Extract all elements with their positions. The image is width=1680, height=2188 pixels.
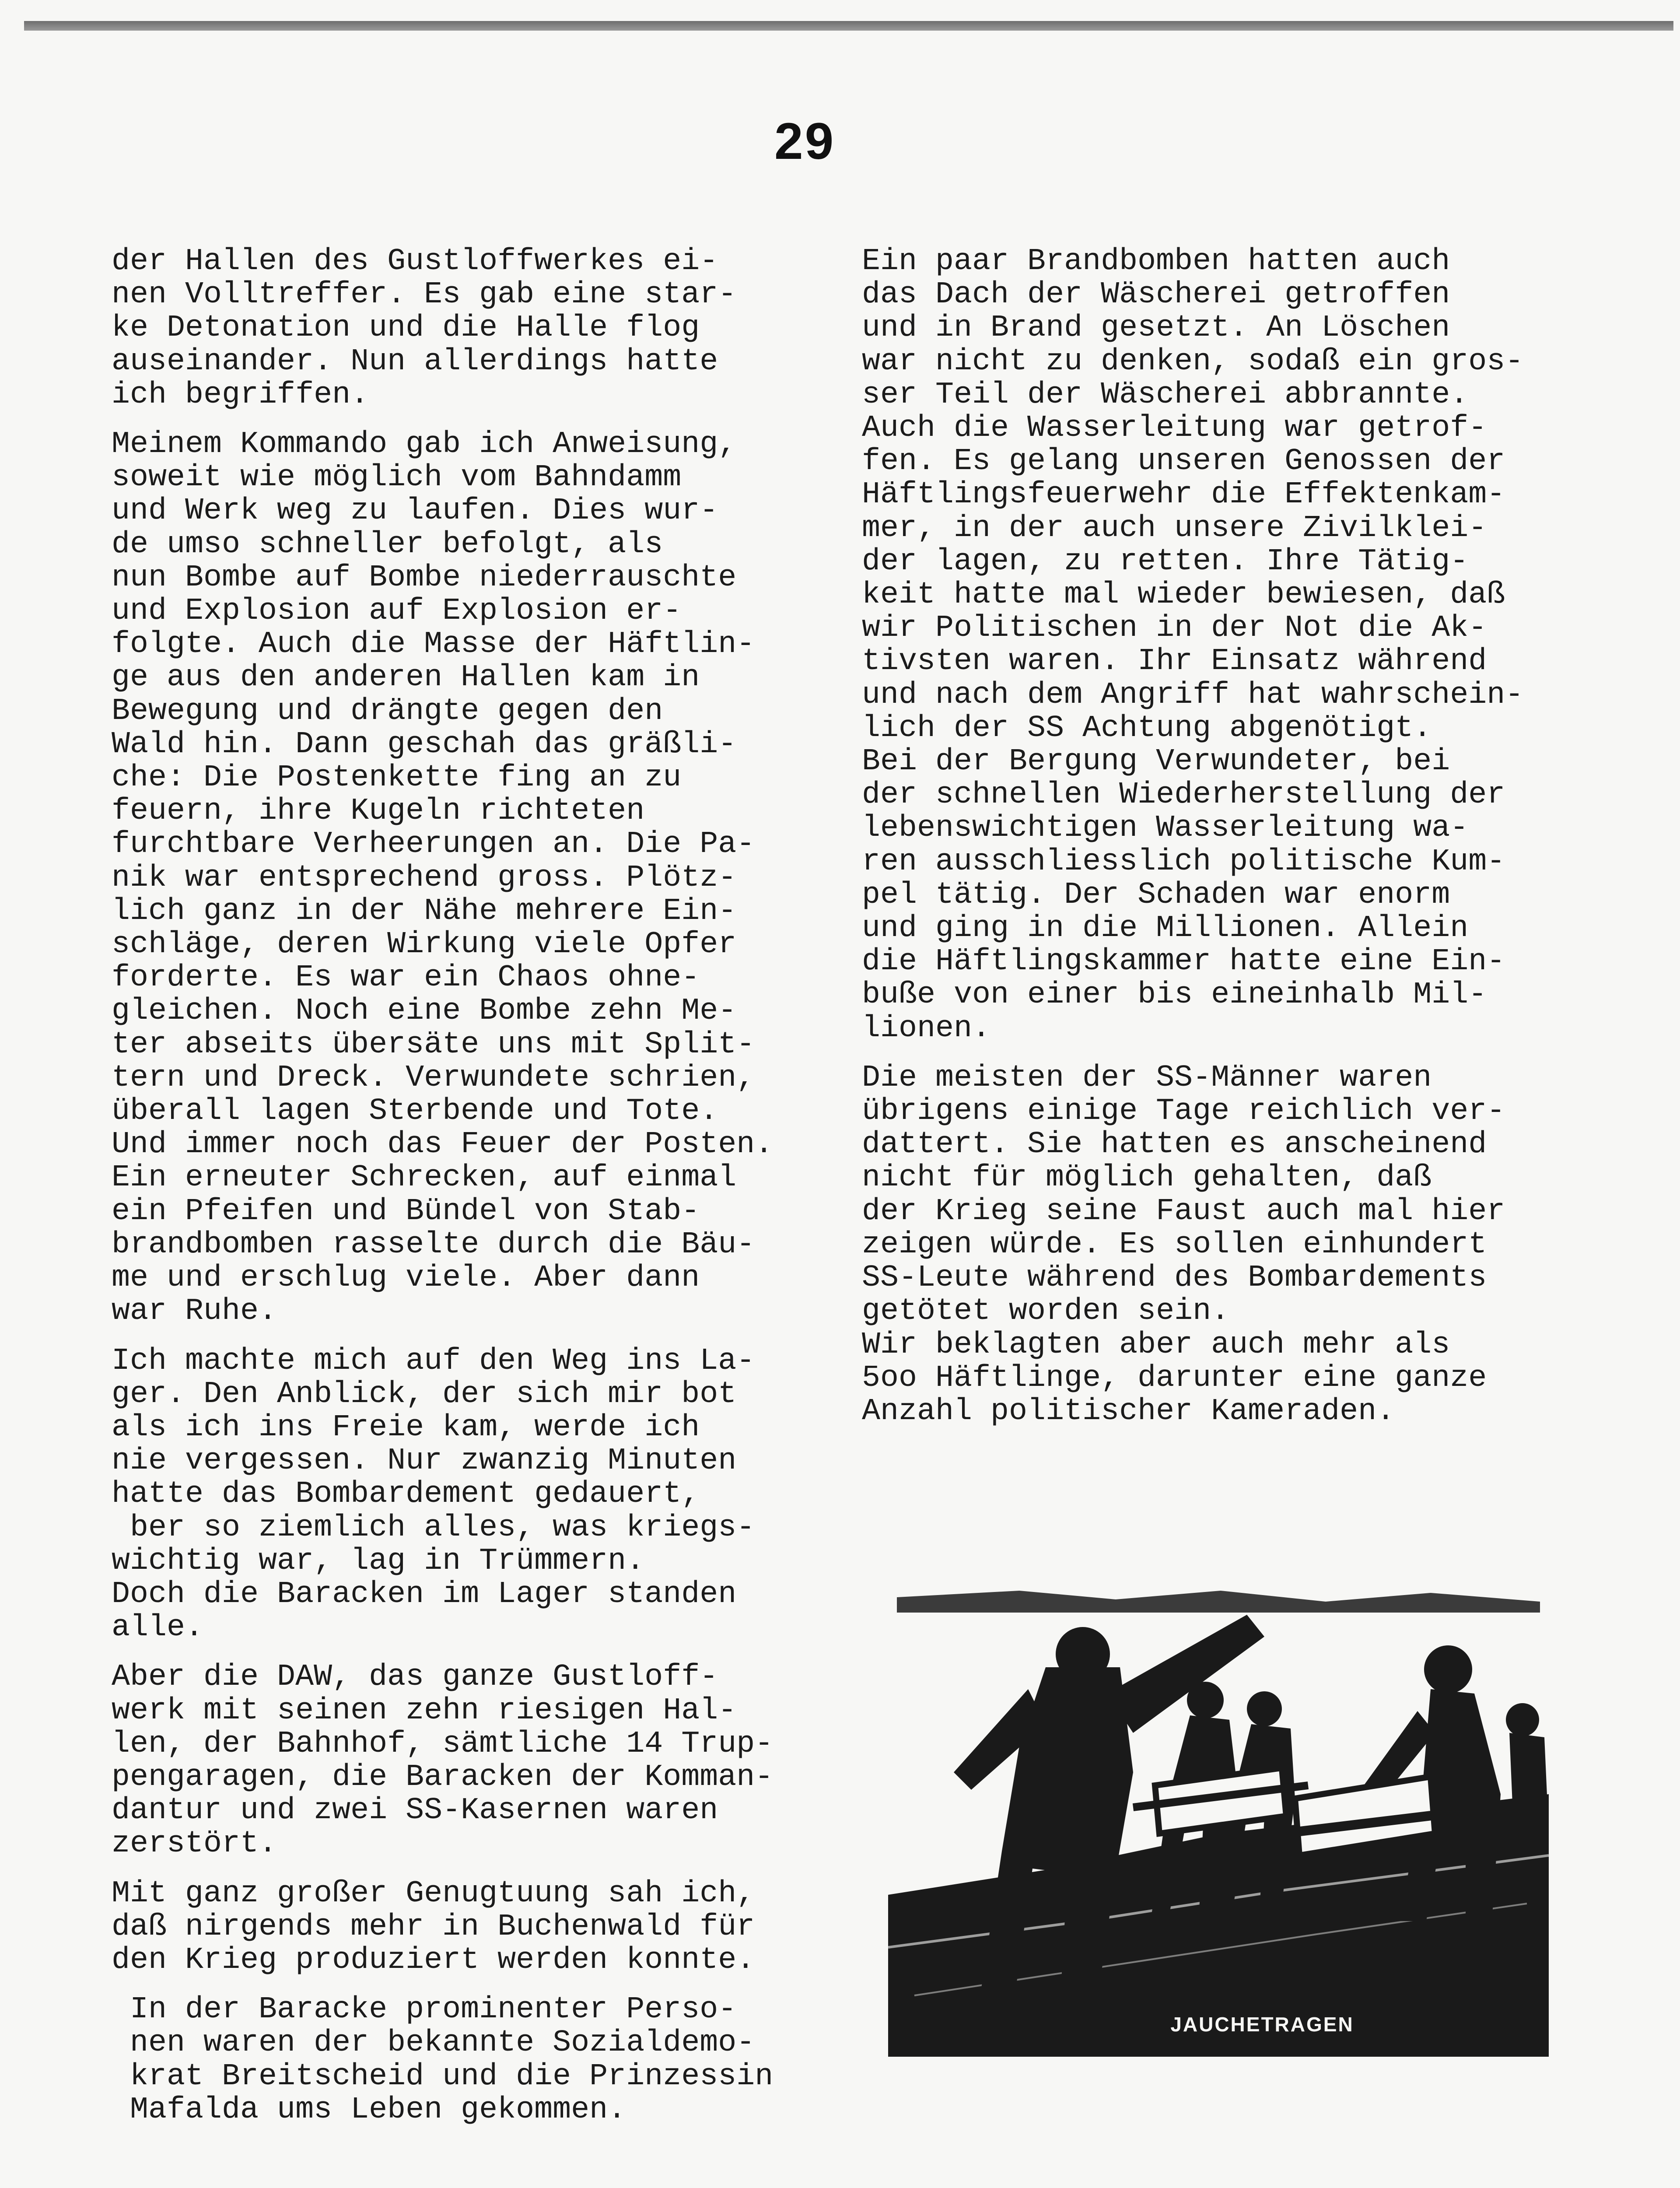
- paragraph-8: [862, 1062, 1614, 1428]
- paragraph-4: [112, 1661, 847, 1861]
- text-line: getötet worden sein.: [862, 1294, 1230, 1329]
- text-line: ke Detonation und die Halle flog: [112, 311, 700, 346]
- text-line: Auch die Wasserleitung war getrof-: [862, 411, 1487, 446]
- text-line: dantur und zwei SS-Kasernen waren: [112, 1793, 718, 1828]
- text-line: zeigen würde. Es sollen einhundert: [862, 1227, 1487, 1262]
- text-line: len, der Bahnhof, sämtliche 14 Trup-: [112, 1726, 774, 1761]
- text-line: und Explosion auf Explosion er-: [112, 594, 682, 629]
- text-line: ich begriffen.: [112, 377, 369, 412]
- text-line: tivsten waren. Ihr Einsatz während: [862, 644, 1487, 679]
- text-line: Aber die DAW, das ganze Gustloff-: [112, 1660, 718, 1695]
- text-line: Bei der Bergung Verwundeter, bei: [862, 744, 1450, 779]
- text-line: und Werk weg zu laufen. Dies wur-: [112, 494, 718, 529]
- text-line: Häftlingsfeuerwehr die Effektenkam-: [862, 477, 1505, 512]
- text-line: forderte. Es war ein Chaos ohne-: [112, 961, 700, 996]
- text-line: und nach dem Angriff hat wahrschein-: [862, 677, 1524, 712]
- text-line: brandbomben rasselte durch die Bäu-: [112, 1227, 755, 1262]
- text-line: gleichen. Noch eine Bombe zehn Me-: [112, 994, 737, 1029]
- text-line: und ging in die Millionen. Allein: [862, 911, 1469, 946]
- text-line: war nicht zu denken, sodaß ein gros-: [862, 344, 1524, 379]
- text-line: me und erschlug viele. Aber dann: [112, 1261, 700, 1296]
- text-line: che: Die Postenkette fing an zu: [112, 761, 682, 796]
- text-line: Ein erneuter Schrecken, auf einmal: [112, 1161, 737, 1196]
- text-line: Anzahl politischer Kameraden.: [862, 1394, 1395, 1429]
- text-line: lionen.: [862, 1011, 991, 1046]
- top-scan-edge: [24, 21, 1673, 31]
- text-line: nie vergessen. Nur zwanzig Minuten: [112, 1444, 737, 1479]
- text-line: keit hatte mal wieder bewiesen, daß: [862, 578, 1505, 613]
- text-line: pengaragen, die Baracken der Komman-: [112, 1760, 774, 1795]
- text-line: nik war entsprechend gross. Plötz-: [112, 860, 737, 895]
- text-line: nicht für möglich gehalten, daß: [862, 1161, 1432, 1196]
- text-line: lich ganz in der Nähe mehrere Ein-: [112, 894, 737, 929]
- text-line: werk mit seinen zehn riesigen Hal-: [112, 1693, 737, 1728]
- text-line: übrigens einige Tage reichlich ver-: [862, 1094, 1505, 1129]
- text-line: und in Brand gesetzt. An Löschen: [862, 311, 1450, 346]
- text-line: Bewegung und drängte gegen den: [112, 694, 663, 729]
- text-line: ein Pfeifen und Bündel von Stab-: [112, 1194, 700, 1229]
- text-line: feuern, ihre Kugeln richteten: [112, 794, 645, 829]
- text-line: soweit wie möglich vom Bahndamm: [112, 460, 682, 495]
- text-line: Ich machte mich auf den Weg ins La-: [112, 1343, 755, 1378]
- text-line: ge aus den anderen Hallen kam in: [112, 660, 700, 695]
- text-line: lich der SS Achtung abgenötigt.: [862, 711, 1432, 746]
- right-column: [862, 245, 1614, 1428]
- text-line: mer, in der auch unsere Zivilklei-: [862, 511, 1487, 546]
- text-line: SS-Leute während des Bombardements: [862, 1261, 1487, 1296]
- text-line: der lagen, zu retten. Ihre Tätig-: [862, 544, 1469, 579]
- text-line: die Häftlingskammer hatte eine Ein-: [862, 944, 1505, 979]
- text-line: nun Bombe auf Bombe niederrauschte: [112, 560, 737, 595]
- left-column: [112, 245, 847, 2127]
- text-line: nen Volltreffer. Es gab eine star-: [112, 277, 737, 312]
- text-line: Mit ganz großer Genugtuung sah ich,: [112, 1876, 755, 1911]
- caption-box: [1164, 2009, 1361, 2040]
- text-line: Wald hin. Dann geschah das gräßli-: [112, 727, 737, 762]
- text-line: de umso schneller befolgt, als: [112, 527, 663, 562]
- text-line: folgte. Auch die Masse der Häftlin-: [112, 627, 755, 662]
- text-line: ren ausschliesslich politische Kum-: [862, 844, 1505, 879]
- text-line: buße von einer bis eineinhalb Mil-: [862, 978, 1487, 1013]
- text-line: Meinem Kommando gab ich Anweisung,: [112, 427, 737, 462]
- text-line: auseinander. Nun allerdings hatte: [112, 344, 718, 379]
- text-line: wichtig war, lag in Trümmern.: [112, 1543, 645, 1578]
- text-line: der schnellen Wiederherstellung der: [862, 778, 1505, 813]
- text-line: war Ruhe.: [112, 1294, 277, 1329]
- text-line: alle.: [112, 1610, 204, 1645]
- text-line: Mafalda ums Leben gekommen.: [112, 2092, 626, 2127]
- woodcut-illustration: [888, 1588, 1549, 2057]
- text-line: zerstört.: [112, 1827, 277, 1862]
- text-line: ter abseits übersäte uns mit Split-: [112, 1027, 755, 1062]
- text-line: nen waren der bekannte Sozialdemo-: [112, 2026, 755, 2061]
- paragraph-1: [112, 245, 847, 412]
- text-line: furchtbare Verheerungen an. Die Pa-: [112, 827, 755, 862]
- paragraph-2: [112, 428, 847, 1328]
- text-line: überall lagen Sterbende und Tote.: [112, 1094, 718, 1129]
- page-number: 29: [774, 112, 836, 170]
- text-line: als ich ins Freie kam, werde ich: [112, 1410, 700, 1445]
- text-line: wir Politischen in der Not die Ak-: [862, 611, 1487, 646]
- text-line: Doch die Baracken im Lager standen: [112, 1577, 737, 1612]
- text-line: 5oo Häftlinge, darunter eine ganze: [862, 1360, 1487, 1396]
- paragraph-3: [112, 1345, 847, 1645]
- text-line: ger. Den Anblick, der sich mir bot: [112, 1377, 737, 1412]
- text-line: Wir beklagten aber auch mehr als: [862, 1327, 1450, 1362]
- text-line: pel tätig. Der Schaden war enorm: [862, 877, 1450, 912]
- text-line: ber so ziemlich alles, was kriegs-: [112, 1510, 755, 1545]
- text-line: Die meisten der SS-Männer waren: [862, 1060, 1432, 1095]
- text-line: hatte das Bombardement gedauert,: [112, 1477, 700, 1512]
- text-line: daß nirgends mehr in Buchenwald für: [112, 1909, 755, 1944]
- text-line: lebenswichtigen Wasserleitung wa-: [862, 811, 1469, 846]
- text-line: In der Baracke prominenter Perso-: [112, 1992, 737, 2027]
- text-line: Und immer noch das Feuer der Posten.: [112, 1127, 774, 1162]
- text-line: Ein paar Brandbomben hatten auch: [862, 244, 1450, 279]
- text-line: den Krieg produziert werden konnte.: [112, 1943, 755, 1978]
- text-line: der Hallen des Gustloffwerkes ei-: [112, 244, 718, 279]
- text-line: krat Breitscheid und die Prinzessin: [112, 2059, 774, 2094]
- text-line: ser Teil der Wäscherei abbrannte.: [862, 377, 1469, 412]
- paragraph-6: [112, 1993, 847, 2127]
- illustration-caption: JAUCHETRAGEN: [1170, 2013, 1354, 2036]
- text-line: dattert. Sie hatten es anscheinend: [862, 1127, 1487, 1162]
- text-line: schläge, deren Wirkung viele Opfer: [112, 927, 737, 962]
- paragraph-5: [112, 1877, 847, 1978]
- text-line: tern und Dreck. Verwundete schrien,: [112, 1060, 755, 1095]
- text-line: das Dach der Wäscherei getroffen: [862, 277, 1450, 312]
- text-line: fen. Es gelang unseren Genossen der: [862, 444, 1505, 479]
- text-line: der Krieg seine Faust auch mal hier: [862, 1194, 1505, 1229]
- paragraph-7: [862, 245, 1614, 1045]
